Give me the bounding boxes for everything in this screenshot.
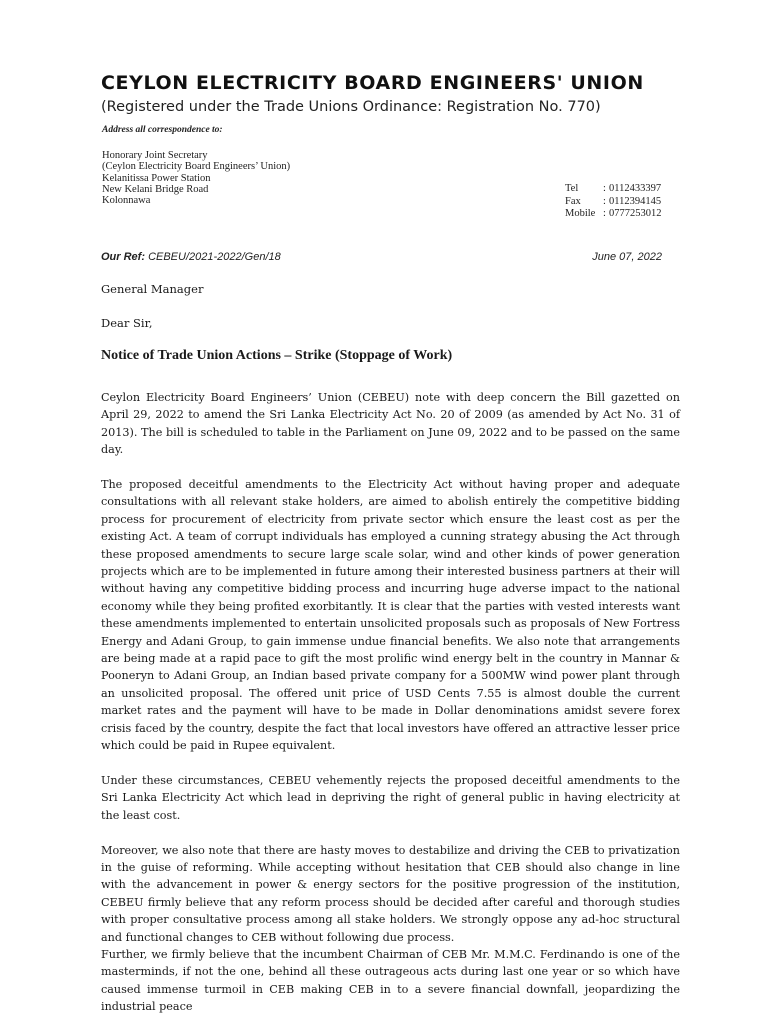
address-line: Honorary Joint Secretary — [102, 150, 208, 161]
contact-fax: Fax : 0112394145 — [565, 195, 662, 207]
registration-note: (Registered under the Trade Unions Ordinance: Registration No. 770) — [101, 99, 601, 115]
contact-label: Fax — [565, 195, 581, 207]
address-line: Kelanitissa Power Station — [102, 172, 211, 184]
recipient: General Manager — [101, 282, 204, 296]
body-paragraph: The proposed deceitful amendments to the Electricity Act without having proper and adequate consultations with all relevant stake holders, are aimed to abolish entirely the competitive bidding process for procurement of electricity from private sector which ensure the least cost as per the existing Act. A team of corrupt individuals has employed a cunning strategy abusing the Act through these proposed amendments to secure large scale solar, wind and other kinds of power generation projects which are to be implemented in future among their interested business partners at their will without having any competitive bidding process and incurring huge adverse impact to the national economy while they being profited exorbitantly. It is clear that the parties with vested interests want these amendments implemented to entertain unsolicited proposals such as proposals of New Fortress Energy and Adani Group, to gain immense undue financial benefits. We also note that arrangements are being made at a rapid pace to gift the most prolific wind energy belt in the country in Mannar & Pooneryn to Adani Group, an Indian based private company for a 500MW wind power plant through an unsolicited proposal. The offered unit price of USD Cents 7.55 is almost double the current market rates and the payment will have to be made in Dollar denominations amidst severe forex crisis faced by the country, despite the fact that local investors have offered an attractive lesser price which could be paid in Rupee equivalent. — [101, 478, 680, 753]
contact-mobile: Mobile : 0777253012 — [565, 208, 662, 219]
contact-value: 0777253012 — [609, 208, 662, 219]
subject-line: Notice of Trade Union Actions – Strike (Stoppage of Work) — [101, 348, 453, 363]
reference-label: Our Ref: — [101, 251, 145, 263]
address-heading: Address all correspondence to: — [102, 125, 223, 135]
reference-line — [101, 251, 281, 263]
org-name: CEYLON ELECTRICITY BOARD ENGINEERS' UNION — [101, 72, 644, 94]
body-paragraph: Moreover, we also note that there are hasty moves to destabilize and driving the CEB to privatization in the guise of reforming. While accepting without hesitation that CEB should also change in line with the advancement in power & energy sectors for the positive progression of the institution, CEBEU firmly believe that any reform process should be decided after careful and thorough studies with proper consultative process among all stake holders. We strongly oppose any ad-hoc structural and functional changes to CEB without following due process. — [101, 843, 680, 944]
contact-value: 0112433397 — [609, 183, 662, 194]
letter-date: June 07, 2022 — [592, 251, 662, 263]
salutation: Dear Sir, — [101, 316, 153, 330]
address-line: (Ceylon Electricity Board Engineers’ Union) — [102, 161, 291, 173]
contact-block — [565, 183, 662, 221]
address-block — [102, 150, 290, 206]
reference-number: CEBEU/2021-2022/Gen/18 — [148, 251, 281, 263]
address-line: New Kelani Bridge Road — [102, 183, 209, 195]
address-line: Kolonnawa — [102, 195, 151, 207]
body-paragraph: Under these circumstances, CEBEU vehemently rejects the proposed deceitful amendments to the Sri Lanka Electricity Act which lead in depriving the right of general public in having electricity at the least cost. — [101, 773, 680, 822]
contact-label: Mobile — [565, 208, 596, 219]
contact-tel: Tel : 0112433397 — [565, 183, 662, 194]
contact-value: 0112394145 — [609, 195, 662, 207]
letter-body — [101, 389, 680, 1033]
body-paragraph: Further, we firmly believe that the incumbent Chairman of CEB Mr. M.M.C. Ferdinando is one of the masterminds, if not the one, behind all these outrageous acts during last one year or so which have caused immense turmoil in CEB making CEB in to a severe financial downfall, jeopardizing the industrial peace — [101, 947, 680, 1014]
body-paragraph: Ceylon Electricity Board Engineers’ Union (CEBEU) note with deep concern the Bill gazetted on April 29, 2022 to amend the Sri Lanka Electricity Act No. 20 of 2009 (as amended by Act No. 31 of 2013). The bill is scheduled to table in the Parliament on June 09, 2022 and to be passed on the same day. — [101, 391, 680, 457]
contact-label: Tel — [565, 183, 579, 194]
